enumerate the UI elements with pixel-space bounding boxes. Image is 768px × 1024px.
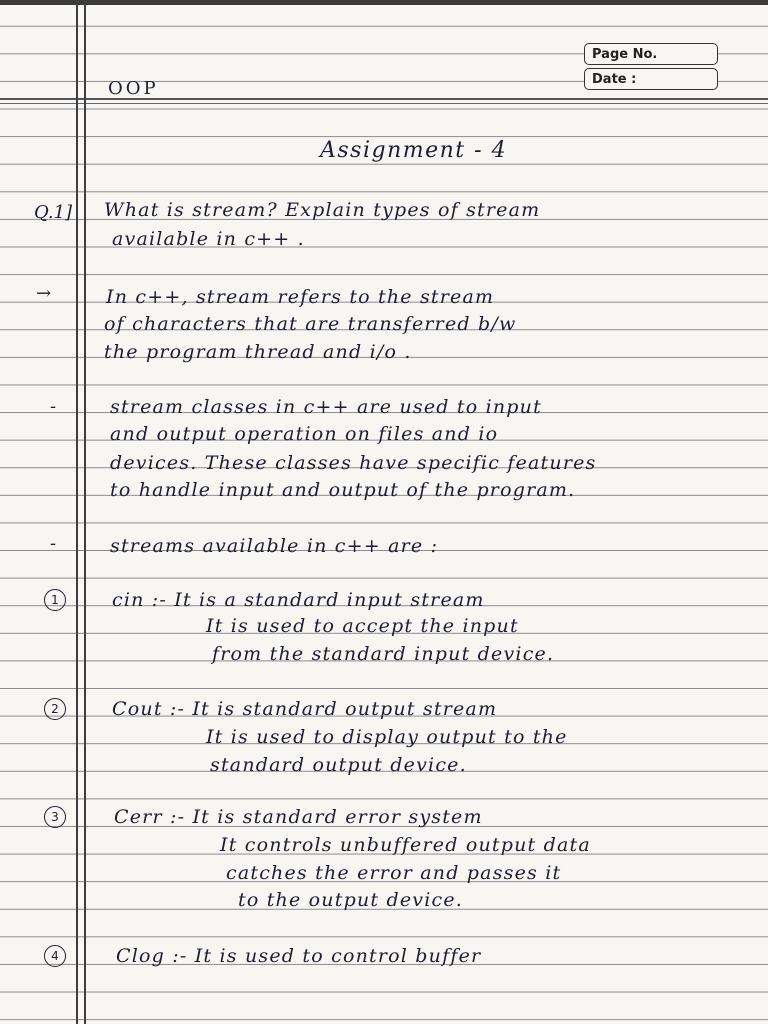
date-box: Date :: [584, 68, 718, 90]
page-top-edge: [0, 0, 768, 5]
assignment-title: Assignment - 4: [320, 138, 508, 163]
item-line: cin :- It is a standard input stream: [112, 589, 485, 611]
subject-heading: OOP: [108, 78, 159, 99]
answer-line: of characters that are transferred b/w: [104, 313, 517, 335]
item-line: It is used to display output to the: [206, 726, 568, 748]
answer-line: In c++, stream refers to the stream: [106, 286, 495, 308]
item-number-circle: 4: [44, 945, 66, 967]
margin-line-secondary: [84, 0, 86, 1024]
bullet-line: and output operation on files and io: [110, 423, 499, 445]
item-line: from the standard input device.: [212, 643, 555, 665]
question-marker: Q.1]: [34, 202, 73, 223]
item-line: It controls unbuffered output data: [220, 834, 591, 856]
item-number-circle: 1: [44, 589, 66, 611]
item-line: Cout :- It is standard output stream: [112, 698, 498, 720]
bullet-dash: -: [50, 533, 57, 554]
question-line: What is stream? Explain types of stream: [104, 199, 541, 221]
header-rule-secondary: [0, 103, 768, 104]
bullet-line: stream classes in c++ are used to input: [110, 396, 542, 418]
item-number-circle: 3: [44, 806, 66, 828]
item-number-circle: 2: [44, 698, 66, 720]
bullet-dash: -: [50, 396, 57, 417]
answer-arrow-icon: →: [36, 283, 52, 304]
item-line: Cerr :- It is standard error system: [114, 806, 483, 828]
question-line: available in c++ .: [112, 228, 305, 250]
item-line: to the output device.: [238, 889, 463, 911]
bullet-line: streams available in c++ are :: [110, 535, 439, 557]
answer-line: the program thread and i/o .: [104, 341, 412, 363]
margin-line: [76, 0, 78, 1024]
item-line: standard output device.: [210, 754, 467, 776]
bullet-line: devices. These classes have specific features: [110, 452, 597, 474]
item-line: It is used to accept the input: [206, 615, 519, 637]
bullet-line: to handle input and output of the program.: [110, 479, 576, 501]
item-line: catches the error and passes it: [226, 862, 562, 884]
item-line: Clog :- It is used to control buffer: [116, 945, 482, 967]
page-number-box: Page No.: [584, 43, 718, 65]
